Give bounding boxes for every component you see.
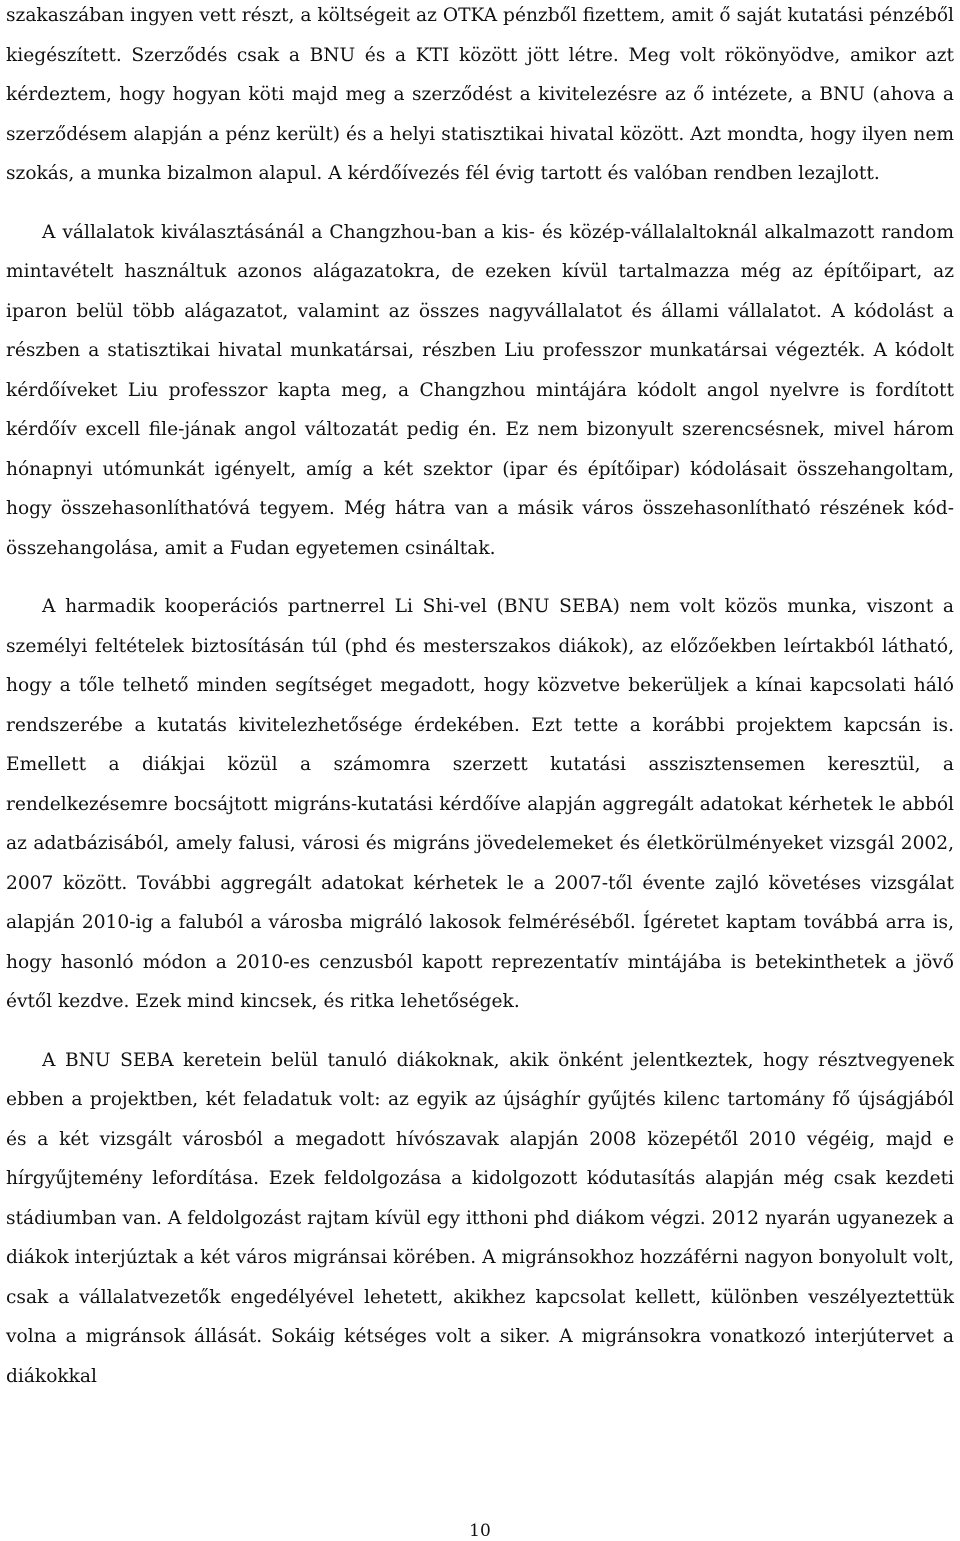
- paragraph-2: A vállalatok kiválasztásánál a Changzhou-ban a kis- és közép-vállalaltoknál alkalmazott random mintavételt használtuk azonos alágazatokra, de ezeken kívül tartalmazza még az építőipart, az iparon belül több alágazatot, valamint az összes nagyvállalatot és állami vállalatot. A kódolást a részben a statisztikai hivatal munkatársai, részben Liu professzor munkatársai végezték. A kódolt kérdőíveket Liu professzor kapta meg, a Changzhou mintájára kódolt angol nyelvre is fordított kérdőív excell file-jának angol változatát pedig én. Ez nem bizonyult szerencsésnek, mivel három hónapnyi utómunkát igényelt, amíg a két szektor (ipar és építőipar) kódolásait összehangoltam, hogy összehasonlíthatóvá tegyem. Még hátra van a másik város összehasonlítható részének kód-összehangolása, amit a Fudan egyetemen csináltak.: [6, 221, 954, 559]
- page-number: 10: [469, 1521, 491, 1541]
- document-body: [6, 0, 954, 1396]
- paragraph-3: A harmadik kooperációs partnerrel Li Shi-vel (BNU SEBA) nem volt közös munka, viszont a személyi feltételek biztosításán túl (phd és mesterszakos diákok), az előzőekben leírtakból látható, hogy a tőle telhető minden segítséget megadott, hogy közvetve bekerüljek a kínai kapcsolati háló rendszerébe a kutatás kivitelezhetősége érdekében. Ezt tette a korábbi projektem kapcsán is. Emellett a diákjai közül a számomra szerzett kutatási asszisztensemen keresztül, a rendelkezésemre bocsájtott migráns-kutatási kérdőíve alapján aggregált adatokat kérhetek le abból az adatbázisából, amely falusi, városi és migráns jövedelemeket és életkörülményeket vizsgál 2002, 2007 között. További aggregált adatokat kérhetek le a 2007-től évente zajló követéses vizsgálat alapján 2010-ig a faluból a városba migráló lakosok felméréséből. Ígéretet kaptam továbbá arra is, hogy hasonló módon a 2010-es cenzusból kapott reprezentatív mintájába is betekinthetek a jövő évtől kezdve. Ezek mind kincsek, és ritka lehetőségek.: [6, 596, 954, 1012]
- paragraph-1: szakaszában ingyen vett részt, a költségeit az OTKA pénzből fizettem, amit ő saját kutatási pénzéből kiegészített. Szerződés csak a BNU és a KTI között jött létre. Meg volt rökönyödve, amikor azt kérdeztem, hogy hogyan köti majd meg a szerződést a kivitelezésre az ő intézete, a BNU (ahova a szerződésem alapján a pénz került) és a helyi statisztikai hivatal között. Azt mondta, hogy ilyen nem szokás, a munka bizalmon alapul. A kérdőívezés fél évig tartott és valóban rendben lezajlott.: [6, 5, 954, 184]
- paragraph-4: A BNU SEBA keretein belül tanuló diákoknak, akik önként jelentkeztek, hogy résztvegyenek ebben a projektben, két feladatuk volt: az egyik az újsághír gyűjtés kilenc tartomány fő újságjából és a két vizsgált városból a megadott hívószavak alapján 2008 közepétől 2010 végéig, majd e hírgyűjtemény lefordítása. Ezek feldolgozása a kidolgozott kódutasítás alapján még csak kezdeti stádiumban van. A feldolgozást rajtam kívül egy itthoni phd diákom végzi. 2012 nyarán ugyanezek a diákok interjúztak a két város migránsai körében. A migránsokhoz hozzáférni nagyon bonyolult volt, csak a vállalatvezetők engedélyével lehetett, akikhez kapcsolat kellett, különben veszélyeztettük volna a migránsok állását. Sokáig kétséges volt a siker. A migránsokra vonatkozó interjútervet a diákokkal: [6, 1049, 954, 1387]
